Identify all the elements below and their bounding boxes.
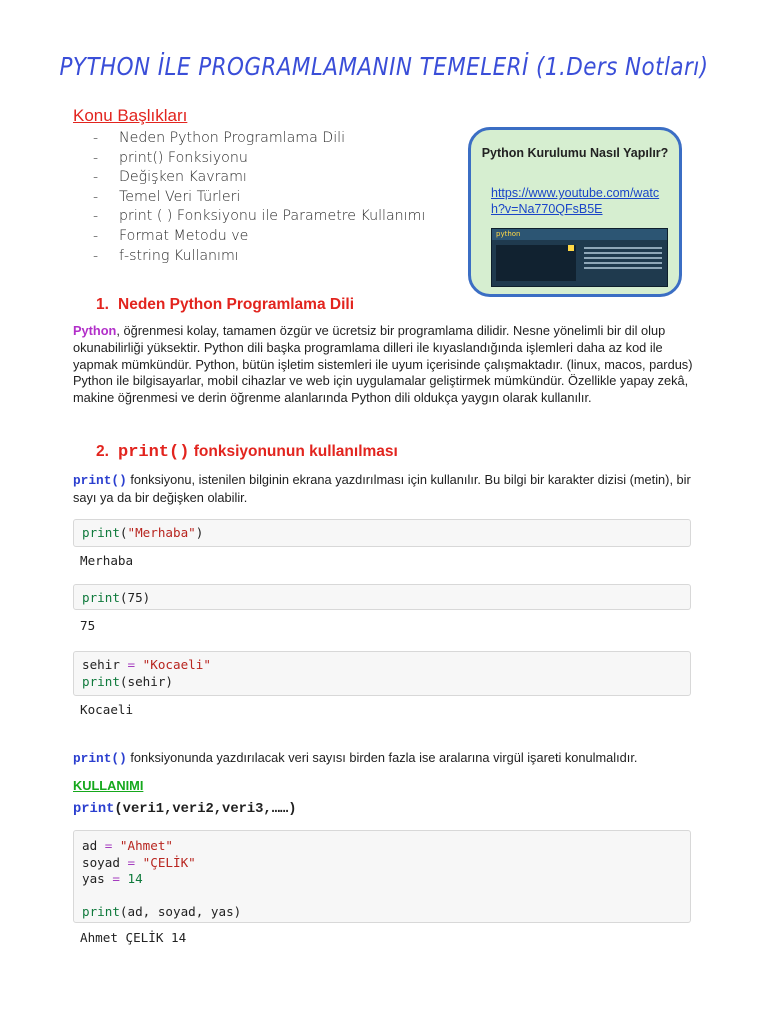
python-keyword: Python	[73, 323, 117, 338]
code-string: "Merhaba"	[127, 525, 196, 540]
bullet-dash: -	[93, 247, 99, 264]
thumbnail-accent-icon	[568, 245, 574, 251]
install-callout-box	[468, 127, 682, 297]
thumbnail-text-lines	[584, 247, 662, 249]
section2-intro	[73, 472, 698, 507]
section1-paragraph	[73, 323, 698, 407]
code-line	[82, 871, 682, 888]
code-cell[interactable]	[73, 519, 691, 547]
topic-item	[93, 227, 425, 247]
topic-label: f-string Kullanımı	[119, 247, 239, 264]
usage-label: KULLANIMI	[73, 778, 144, 793]
code-operator: =	[127, 657, 136, 672]
code-number: 14	[119, 871, 143, 886]
code-args: (75)	[119, 590, 151, 605]
topic-label: Format Metodu ve	[119, 227, 249, 244]
usage-function: print	[73, 802, 115, 817]
thumbnail-code-panel	[496, 245, 576, 281]
bullet-dash: -	[93, 227, 99, 244]
code-operator: =	[127, 854, 136, 870]
code-operator: =	[104, 838, 113, 853]
topic-item	[93, 207, 425, 227]
code-cell[interactable]	[73, 830, 691, 923]
topic-item	[93, 168, 425, 188]
topic-label: Neden Python Programlama Dili	[119, 130, 346, 146]
topic-label: Temel Veri Türleri	[119, 188, 241, 205]
section-number: 2.	[96, 443, 109, 460]
bullet-dash: -	[93, 169, 99, 186]
code-args: (sehir)	[119, 673, 173, 689]
code-line	[82, 674, 682, 691]
topics-list	[93, 129, 425, 266]
paragraph-text: fonksiyonunda yazdırılacak veri sayısı birden fazla ise aralarına virgül işareti konulmalıdır.	[126, 750, 638, 765]
python-logo: python	[496, 230, 521, 238]
code-line	[82, 657, 682, 674]
paragraph-text: , öğrenmesi kolay, tamamen özgür ve ücretsiz bir programlama dilidir. Nesne yönelimli bir dil olup okunabilirliği yüksektir. Python dili başka programlama dilleri ile kıyaslandığında işlemleri daha az kod ile yapmak mümkündür. Python, bütün işletim sistemleri ile uyum içerisinde çalışmaktadır. (linux, macos, pardus) Python ile bilgisayarlar, mobil cihazlar ve web için uygulamalar geliştirmek mümkündür. Özellikle yapay zekâ, makine öğrenmesi ve derin öğrenme alanlarında Python dili oldukça yaygın olarak kullanılır.	[73, 323, 693, 406]
paragraph-text: fonksiyonu, istenilen bilginin ekrana yazdırılması için kullanılır. Bu bilgi bir karakter dizisi (metin), bir sayı ya da bir değişken olabilir.	[73, 472, 691, 505]
code-args: (ad, soyad, yas)	[119, 904, 242, 919]
code-function: print	[82, 590, 120, 605]
section-title: fonksiyonunun kullanılması	[189, 443, 398, 460]
code-variable: sehir	[82, 657, 128, 672]
code-output: Kocaeli	[80, 702, 134, 717]
code-cell[interactable]	[73, 584, 691, 610]
section-title: Neden Python Programlama Dili	[118, 296, 354, 313]
multi-arg-paragraph	[73, 750, 713, 768]
code-string: "Ahmet"	[112, 838, 174, 853]
code-operator: =	[112, 871, 120, 886]
code-output: 75	[80, 618, 96, 633]
code-function: print	[82, 904, 120, 919]
print-keyword: print()	[73, 473, 127, 488]
section-number: 1.	[96, 296, 109, 313]
section-heading-2	[96, 443, 398, 462]
topic-label: print() Fonksiyonu	[119, 149, 248, 166]
code-cell[interactable]	[73, 651, 691, 696]
bullet-dash: -	[93, 188, 99, 205]
code-paren: (	[119, 525, 128, 540]
code-output: Merhaba	[80, 553, 134, 568]
code-line	[82, 855, 682, 872]
topic-item	[93, 129, 425, 149]
code-variable: ad	[82, 838, 105, 853]
bullet-dash: -	[93, 149, 99, 166]
bullet-dash: -	[93, 130, 99, 146]
topic-item	[93, 247, 425, 267]
code-string: "Kocaeli"	[135, 657, 211, 672]
callout-title: Python Kurulumu Nasıl Yapılır?	[481, 146, 669, 160]
page-title: PYTHON İLE PROGRAMLAMANIN TEMELERİ (1.Ders Notları)	[59, 52, 709, 81]
bullet-dash: -	[93, 208, 99, 225]
python-website-thumbnail[interactable]	[491, 228, 668, 287]
code-output: Ahmet ÇELİK 14	[80, 930, 187, 945]
topic-label: print ( ) Fonksiyonu ile Parametre Kullanımı	[119, 208, 426, 225]
usage-args: (veri1,veri2,veri3,……)	[114, 802, 297, 817]
section-code-word: print()	[118, 443, 190, 462]
topics-heading: Konu Başlıkları	[73, 106, 188, 125]
code-line	[82, 904, 682, 921]
code-function: print	[82, 673, 120, 689]
code-function: print	[82, 525, 120, 540]
section-heading-1	[96, 296, 354, 314]
topic-item	[93, 149, 425, 169]
code-variable: yas	[82, 871, 113, 886]
print-keyword: print()	[73, 751, 127, 766]
code-variable: soyad	[82, 854, 128, 870]
code-paren: )	[195, 525, 204, 540]
code-string: "ÇELİK"	[135, 854, 196, 870]
youtube-link[interactable]: https://www.youtube.com/watch?v=Na770QFsB5E	[491, 186, 660, 216]
code-blank-line	[82, 888, 682, 905]
topic-label: Değişken Kavramı	[119, 169, 247, 186]
usage-syntax	[73, 802, 297, 817]
code-line	[82, 838, 682, 855]
topic-item	[93, 188, 425, 208]
